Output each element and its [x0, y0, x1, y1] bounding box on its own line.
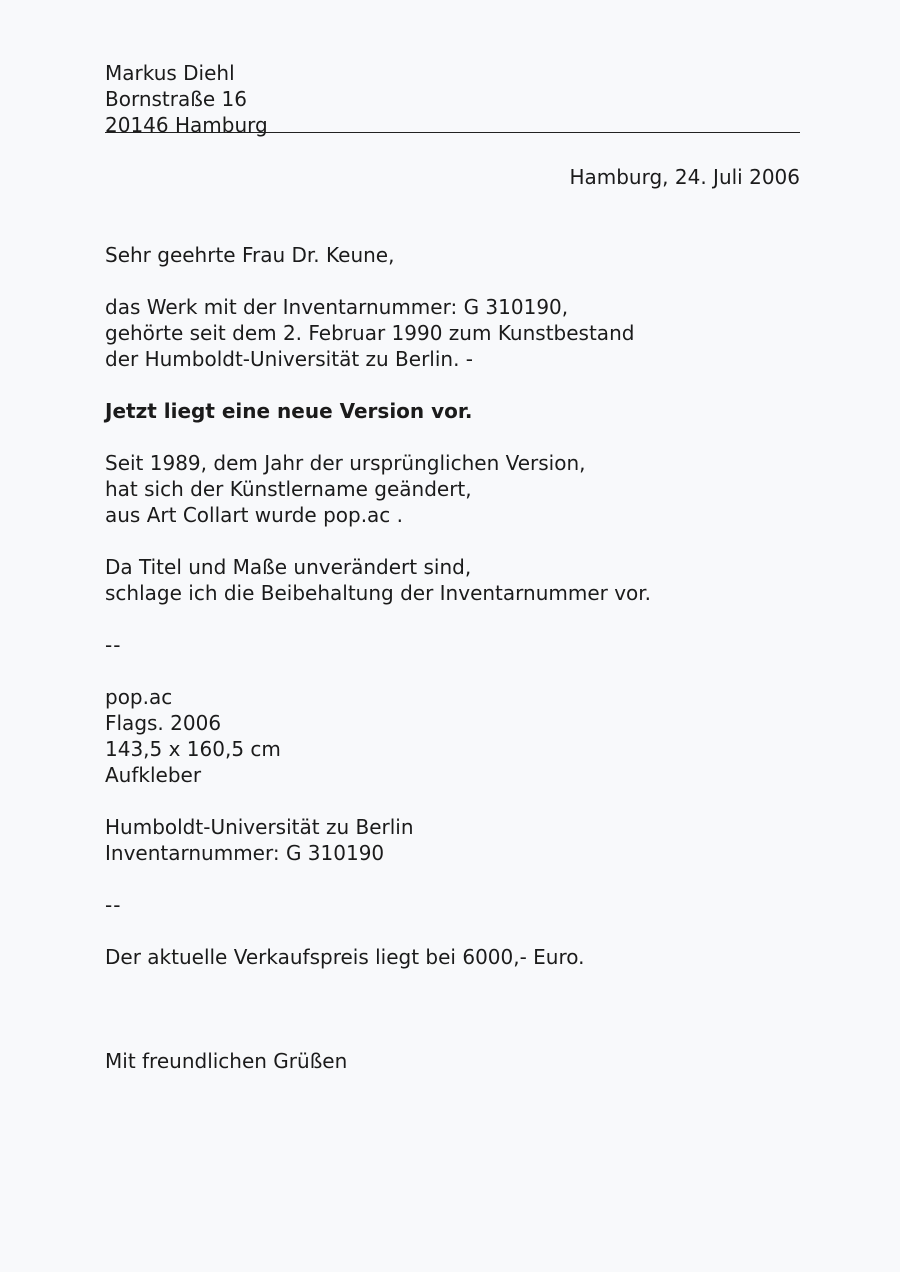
intro-line: der Humboldt-Universität zu Berlin. -: [105, 347, 474, 371]
explanation-line: aus Art Collart wurde pop.ac .: [105, 503, 404, 527]
sender-name: Markus Diehl: [105, 61, 235, 85]
artwork-artist: pop.ac: [105, 685, 173, 709]
artwork-details: [105, 684, 805, 788]
closing-greeting: Mit freundlichen Grüßen: [105, 1049, 348, 1073]
artwork-dimensions: 143,5 x 160,5 cm: [105, 737, 281, 761]
explanation-line: hat sich der Künstlername geändert,: [105, 477, 472, 501]
letter-body: [105, 60, 805, 1074]
sender-address: [105, 60, 805, 138]
proposal-line: schlage ich die Beibehaltung der Inventarnummer vor.: [105, 581, 652, 605]
explanation-line: Seit 1989, dem Jahr der ursprünglichen Version,: [105, 451, 586, 475]
explanation-paragraph: [105, 450, 805, 528]
address-divider: [105, 132, 800, 133]
section-separator: --: [105, 893, 122, 917]
collection-owner: Humboldt-Universität zu Berlin: [105, 815, 414, 839]
collection-details: [105, 814, 805, 866]
announcement-heading: Jetzt liegt eine neue Version vor.: [105, 399, 473, 423]
intro-line: gehörte seit dem 2. Februar 1990 zum Kunstbestand: [105, 321, 635, 345]
proposal-paragraph: [105, 554, 805, 606]
sender-street: Bornstraße 16: [105, 87, 247, 111]
salutation: Sehr geehrte Frau Dr. Keune,: [105, 243, 395, 267]
proposal-line: Da Titel und Maße unverändert sind,: [105, 555, 472, 579]
artwork-medium: Aufkleber: [105, 763, 202, 787]
letter-date: Hamburg, 24. Juli 2006: [569, 165, 800, 189]
price-note: Der aktuelle Verkaufspreis liegt bei 6000,- Euro.: [105, 945, 585, 969]
sender-city: 20146 Hamburg: [105, 113, 268, 137]
artwork-title-year: Flags. 2006: [105, 711, 222, 735]
section-separator: --: [105, 633, 122, 657]
intro-line: das Werk mit der Inventarnummer: G 310190,: [105, 295, 569, 319]
intro-paragraph: [105, 294, 805, 372]
collection-inventory: Inventarnummer: G 310190: [105, 841, 385, 865]
